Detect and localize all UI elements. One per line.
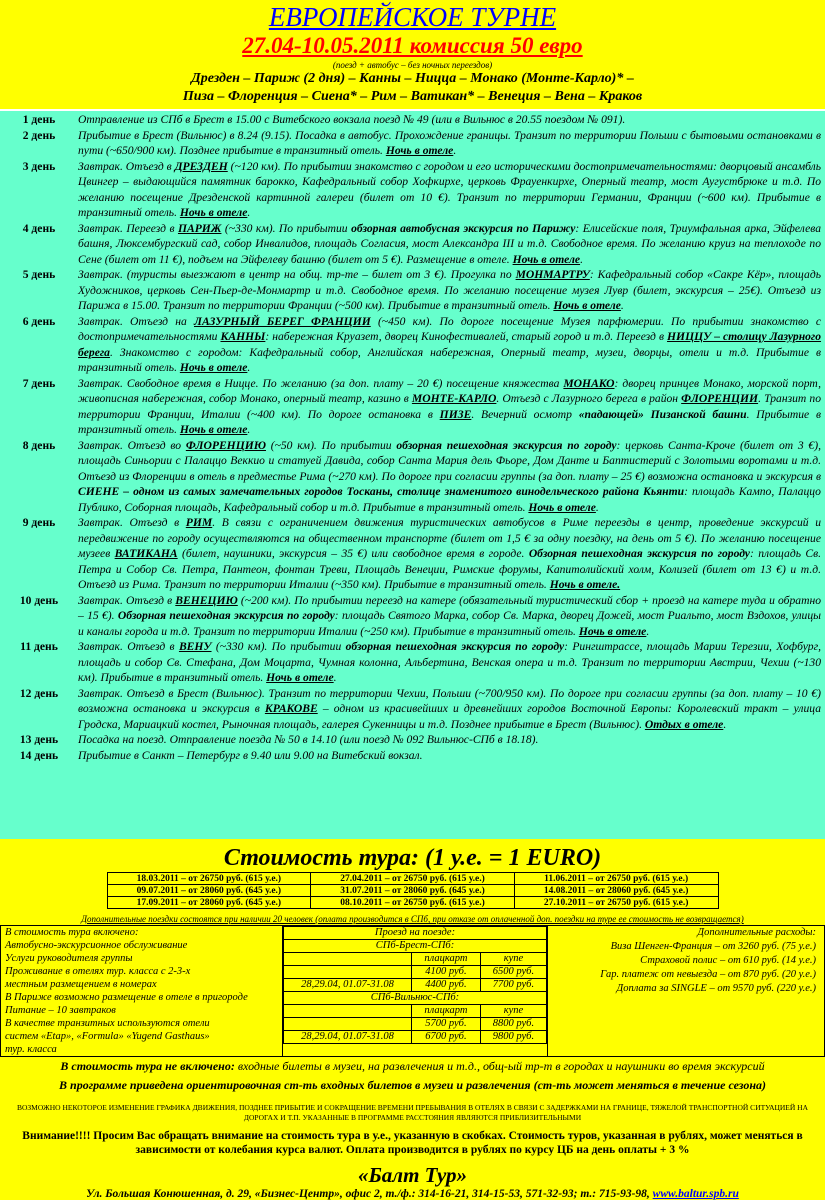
- day-text: [74, 112, 821, 128]
- day-label: 13 день: [19, 733, 59, 746]
- day-row: [4, 376, 821, 438]
- included-item: В стоимость тура включено:: [5, 927, 139, 938]
- not-included: [0, 1059, 825, 1074]
- attention-note: Внимание!!!! Просим Вас обращать внимание на стоимость тура в у.е., указанную в скобках. Стоимость туров, указанная в рублях, может меняться в зависимости от колебания курса валют. Оплата производится в рублях по курсу ЦБ на день оплаты + 3 %: [22, 1130, 803, 1156]
- day-text: [74, 128, 821, 159]
- text-segment: Посадка на поезд. Отправление поезда № 50 в 14.10 (или поезд № 092 Вильнюс-СПб в 18.18).: [78, 733, 539, 746]
- day-text: [74, 639, 821, 686]
- day-text: [74, 376, 821, 438]
- day-label: 8 день: [22, 438, 56, 452]
- day-text: [74, 314, 821, 376]
- company-address: [0, 1188, 825, 1200]
- day-row: [4, 128, 821, 159]
- cost-title: Стоимость тура: (1 у.е. = 1 EURO): [223, 845, 602, 871]
- warning-note: ВОЗМОЖНО НЕКОТОРОЕ ИЗМЕНЕНИЕ ГРАФИКА ДВИЖЕНИЯ, ПОЗДНЕЕ ПРИБЫТИЕ И СОКРАЩЕНИЕ ВРЕМЕНИ ПРЕБЫВАНИЯ В ОТЕЛЯХ В СВЯЗИ С ЗАДЕРЖКАМИ НА ГРАНИЦЕ, ТЯЖЕЛОЙ ТРАНСПОРТНОЙ СИТУАЦИЕЙ НА ДОРОГАХ И Т.П. УКАЗАННЫЕ В ПРОГРАММЕ РАССТОЯНИЯ ЯВЛЯЮТСЯ ПРИБЛИЗИТЕЛЬНЫМИ: [16, 1103, 809, 1122]
- empty-cell: [284, 1005, 412, 1018]
- text-segment: (билет, наушники, экскурсия – 35 €) или свободное время в городе.: [177, 547, 529, 560]
- text-segment: Завтрак. Свободное время в Ницце. По желанию (за доп. плату – 20 €) посещение княжества: [78, 376, 564, 390]
- text-segment: (~120 км). По прибытии знакомство с городом и его историческими достопримечательностями: дворцовый ансамбль Цвингер – выдающийся памятник барокко, Кафедральный собор Хофкирхе, церковь Фрауенкирхе, Оперный театр, мост Аугустбрюке и т.д. По желанию посещение Дрезденской картинной галереи (билет от 10 €). Транзит по территории Германии, Франции (~600 км). Прибытие в транзитный отель.: [78, 159, 821, 219]
- fare-cell: 6700 руб.: [412, 1031, 481, 1044]
- highlight-text: Ночь в отеле: [179, 423, 248, 436]
- day-row: [4, 732, 821, 748]
- day-row: [4, 438, 821, 516]
- highlight-text: Ночь в отеле: [528, 500, 596, 514]
- price-cell: 09.07.2011 – от 28060 руб. (645 у.е.): [107, 885, 311, 897]
- additional-costs: [548, 926, 825, 1057]
- highlight-text: Ночь в отеле: [266, 671, 334, 684]
- day-label: 1 день: [22, 113, 56, 126]
- highlight-text: КРАКОВЕ: [264, 702, 318, 715]
- day-label: 10 день: [19, 593, 59, 607]
- price-table: [107, 872, 719, 909]
- route-name: СПб-Брест-СПб:: [284, 940, 547, 953]
- day-text: [74, 221, 821, 268]
- day-label: 9 день: [22, 516, 56, 529]
- day-row: [4, 748, 821, 764]
- highlight-text: ВЕНЕЦИЮ: [175, 593, 238, 607]
- day-row: [4, 267, 821, 314]
- class-header: купе: [480, 953, 546, 966]
- day-row: [4, 112, 821, 128]
- text-segment: : Елисейские поля, Триумфальная арка, Эйфелева башня, Люксембургский сад, собор Инвалидов, площадь Согласия, мост Александра III и т.д. Свободное время. По желанию круиз на теплоходе по Сене (билет от 11 €), подъем на Эйфелеву башню (билет от 5 €). Размещение в отеле.: [78, 221, 821, 266]
- fare-cell: 9800 руб.: [480, 1031, 546, 1044]
- not-included-label: В стоимость тура не включено:: [60, 1059, 235, 1073]
- train-header-row: [284, 927, 547, 940]
- text-segment: . В связи с ограничением движения туристических автобусов в Риме переезды в центр, проведение экскурсий и передвижение по городу осуществляются на общественном транспорте (билет от 1,5 € за одну поездку, на день от 5 €). По желанию посещение музеев: [78, 516, 821, 560]
- fare-cell: 6500 руб.: [480, 966, 546, 979]
- day-row: [4, 515, 821, 593]
- transport-note: (поезд + автобус – без ночных переездов): [332, 60, 493, 70]
- route-row: [284, 992, 547, 1005]
- text-segment: . Прибытие в транзитный отель.: [78, 407, 821, 436]
- text-segment: Отправление из СПб в Брест в 15.00 с Витебского вокзала поезд № 49 (или в Вильнюс в 20.55 поездом № 091).: [78, 113, 626, 126]
- included-item: местным размещением в номерах: [5, 979, 157, 990]
- included-item: Услуги руководителя группы: [5, 953, 133, 964]
- text-segment: (~330 км). По прибытии: [211, 640, 346, 653]
- day-label: 6 день: [22, 314, 56, 328]
- highlight-text: обзорная пешеходная экскурсия по городу: [345, 640, 565, 653]
- highlight-text: ДРЕЗДЕН: [174, 159, 228, 173]
- text-segment: .: [247, 206, 251, 219]
- text-segment: . Отъезд с Лазурного берега в район: [496, 392, 682, 405]
- text-segment: : церковь Санта-Кроче (билет от 3 €), площадь Синьории с Палаццо Веккио и статуей Давида, собор Санта Мария дель Фьоре, Дом Данте и Баптистерий с Золотыми воротами и т.д. Отъезд из Флоренции в отель в предместье Рима (~270 км). По дороге при согласии группы (за доп. плату – 25 €) возможна остановка и экскурсия в: [78, 438, 821, 483]
- included-item: Автобусно-экскурсионное обслуживание: [5, 940, 188, 951]
- highlight-text: ЛАЗУРНЫЙ БЕРЕГ ФРАНЦИИ: [194, 314, 371, 328]
- price-cell: 11.06.2011 – от 26750 руб. (615 у.е.): [514, 873, 718, 885]
- price-row: [107, 873, 718, 885]
- fare-cell: 8800 руб.: [480, 1018, 546, 1031]
- text-segment: .: [333, 671, 337, 684]
- route-line-2: Пиза – Флоренция – Сиена* – Рим – Ватикан* – Венеция – Вена – Краков: [182, 89, 643, 104]
- highlight-text: НИЦЦУ – столицу Лазурного берега: [78, 330, 822, 359]
- additional-item: Дополнительные расходы:: [697, 927, 816, 938]
- text-segment: .: [620, 299, 624, 312]
- highlight-text: Ночь в отеле: [578, 624, 647, 638]
- price-cell: 27.10.2011 – от 26750 руб. (615 у.е.): [514, 897, 718, 909]
- included-item: систем «Etap», «Formula» «Yugend Gasthaus»: [5, 1031, 210, 1042]
- day-row: [4, 686, 821, 733]
- text-segment: (~450 км). По дороге посещение Музея парфюмерии. По прибытии знакомство с достопримечательностями: [78, 314, 822, 343]
- train-table-cell: [283, 926, 548, 1057]
- included-item: В качестве транзитных используются отели: [5, 1018, 210, 1029]
- details-table: [0, 925, 825, 1057]
- included-item: тур. класса: [5, 1044, 57, 1055]
- highlight-text: Ночь в отеле.: [549, 578, 621, 591]
- text-segment: Завтрак. Переезд в: [78, 221, 178, 235]
- route-row: [284, 940, 547, 953]
- text-segment: Прибытие в Санкт – Петербург в 9.40 или 9.00 на Витебский вокзал.: [78, 748, 423, 762]
- text-segment: .: [247, 423, 251, 436]
- text-segment: Завтрак. Отъезд в: [78, 640, 179, 653]
- fare-cell: 4100 руб.: [412, 966, 481, 979]
- fare-cell: 4400 руб.: [412, 979, 481, 992]
- not-included-text: входные билеты в музеи, на развлечения и т.д., общ-ый тр-т в городах и наушники во время экскурсий: [234, 1059, 765, 1073]
- day-label: 12 день: [19, 686, 59, 700]
- text-segment: Прибытие в Брест (Вильнюс) в 8.24 (9.15). Посадка в автобус. Прохождение границы. Транзит по территории Польши с бытовыми остановками в пути (~650/900 км). Позднее прибытие в транзитный отель.: [78, 128, 821, 157]
- day-text: [74, 515, 821, 593]
- text-segment: . Транзит по территории Франции, Италии (~400 км). По дороге остановка в: [78, 392, 821, 421]
- highlight-text: ВЕНУ: [178, 640, 212, 653]
- highlight-text: Ночь в отеле: [385, 144, 454, 157]
- text-segment: .: [723, 717, 727, 731]
- class-header: плацкарт: [412, 953, 481, 966]
- highlight-text: Отдых в отеле: [644, 717, 724, 731]
- company-name: «Балт Тур»: [357, 1163, 468, 1187]
- text-segment: : Рингштрассе, площадь Марии Терезии, Хофбург, площадь и собор Св. Стефана, Дом Моцарта, Чумная колонна, Альбертина, Венская опера и т.д. Транзит по территории Австрии, Чехии (~130 км). Прибытие в транзитный отель.: [78, 640, 822, 684]
- price-cell: 18.03.2011 – от 26750 руб. (615 у.е.): [107, 873, 311, 885]
- day-row: [4, 159, 821, 221]
- price-cell: 31.07.2011 – от 28060 руб. (645 у.е.): [311, 885, 515, 897]
- text-segment: (~330 км). По прибытии: [221, 221, 352, 235]
- text-segment: : площадь Кампо, Палаццо Публико, Соборная площадь, Кафедральный собор и т.д. Прибытие в транзитный отель.: [78, 485, 821, 514]
- price-cell: 27.04.2011 – от 26750 руб. (615 у.е.): [311, 873, 515, 885]
- text-segment: : Кафедральный собор «Сакре Кёр», площадь Художников, церковь Сен-Пьер-де-Монмартр и т.д. Свободное время. По желанию посещение музея Лувр (билет, экскурсия – 25€). Отъезд из Парижа в 15.00. Транзит по территории Франции (~500 км). Прибытие в транзитный отель.: [78, 268, 821, 312]
- highlight-text: Ночь в отеле: [179, 361, 248, 374]
- day-label: 2 день: [22, 128, 56, 142]
- day-label: 4 день: [22, 221, 56, 235]
- text-segment: Завтрак. Отъезд в: [78, 159, 175, 173]
- text-segment: .: [453, 144, 457, 157]
- class-header: купе: [480, 1005, 546, 1018]
- highlight-text: МОНТЕ-КАРЛО: [411, 392, 497, 405]
- text-segment: : дворец принцев Монако, морской порт, живописная набережная, собор Монако, оперный театр, казино в: [78, 376, 821, 405]
- additional-item: Доплата за SINGLE – от 9570 руб. (220 у.е.): [616, 983, 816, 994]
- text-segment: Завтрак. Отъезд во: [78, 438, 186, 452]
- text-segment: .: [580, 252, 583, 266]
- price-cell: 14.08.2011 – от 28060 руб. (645 у.е.): [514, 885, 718, 897]
- price-row: [107, 885, 718, 897]
- text-segment: .: [595, 500, 599, 514]
- page-title: ЕВРОПЕЙСКОЕ ТУРНЕ: [268, 2, 557, 32]
- day-label: 5 день: [22, 268, 56, 281]
- highlight-text: Обзорная пешеходная экскурсия по городу: [117, 609, 335, 622]
- additional-item: Виза Шенген-Франция – от 3260 руб. (75 у.е.): [610, 941, 816, 952]
- highlight-text: КАННЫ: [220, 330, 266, 343]
- text-segment: – одном из красивейших и древнейших городов Восточной Европы: Королевский тракт – улица Гродска, Мариацкий костел, Рыночная площадь, галерея Сукенницы и т.д. Позднее прибытие в Брест (Вильнюс).: [78, 702, 821, 731]
- day-text: [74, 732, 821, 748]
- highlight-text: «падающей» Пизанской башни: [578, 407, 747, 421]
- day-text: [74, 686, 821, 733]
- highlight-text: обзорная автобусная экскурсия по Парижу: [351, 221, 576, 235]
- fare-row: [284, 1018, 547, 1031]
- highlight-text: МОНМАРТРУ: [515, 268, 590, 281]
- price-row: [107, 897, 718, 909]
- fare-cell: [284, 966, 412, 979]
- fare-cell: 28,29.04, 01.07-31.08: [284, 1031, 412, 1044]
- tour-dates: 27.04-10.05.2011 комиссия 50 евро: [242, 33, 583, 58]
- day-label: 7 день: [22, 376, 56, 390]
- text-segment: Завтрак. (туристы выезжают в центр на общ. тр-те – билет от 3 €). Прогулка по: [78, 268, 516, 281]
- day-text: [74, 748, 821, 764]
- price-cell: 17.09.2011 – от 28060 руб. (645 у.е.): [107, 897, 311, 909]
- highlight-text: ПАРИЖ: [177, 221, 222, 235]
- day-label: 14 день: [19, 748, 59, 762]
- fare-cell: 7700 руб.: [480, 979, 546, 992]
- text-segment: .: [247, 361, 251, 374]
- extra-trips-note: Дополнительные поездки состоятся при наличии 20 человек (оплата производится в СПб, при отказе от оплаченной доп. поездки на туре ее стоимость не возвращается): [81, 914, 744, 924]
- included-list: [1, 926, 283, 1057]
- text-segment: Завтрак. Отъезд в: [78, 516, 186, 529]
- highlight-text: МОНАКО: [563, 376, 615, 390]
- highlight-text: ВАТИКАНА: [114, 547, 178, 560]
- day-row: [4, 639, 821, 686]
- class-header: плацкарт: [412, 1005, 481, 1018]
- day-text: [74, 593, 821, 640]
- day-text: [74, 267, 821, 314]
- itinerary: [0, 109, 825, 839]
- day-text: [74, 159, 821, 221]
- fare-row: [284, 979, 547, 992]
- fare-cell: 5700 руб.: [412, 1018, 481, 1031]
- price-cell: 08.10.2011 – от 26750 руб. (615 у.е.): [311, 897, 515, 909]
- included-item: В Париже возможно размещение в отеле в пригороде: [5, 992, 248, 1003]
- day-row: [4, 221, 821, 268]
- additional-item: Страховой полис – от 610 руб. (14 у.е.): [640, 955, 816, 966]
- day-row: [4, 314, 821, 376]
- fare-row: [284, 1031, 547, 1044]
- fare-cell: 28,29.04, 01.07-31.08: [284, 979, 412, 992]
- highlight-text: СИЕНЕ – одном из самых замечательных городов Тосканы, столице знаменитого винодельческого района Кьянти: [78, 485, 685, 498]
- train-title: Проезд на поезде:: [284, 927, 547, 940]
- text-segment: Завтрак. Отъезд в Брест (Вильнюс). Транзит по территории Чехии, Польши (~700/950 км). По дороге при согласии группы (за доп. плату – 10 €) возможна остановка и экскурсия в: [78, 686, 821, 715]
- footer: [0, 1059, 825, 1200]
- class-row: [284, 953, 547, 966]
- text-segment: (~50 км). По прибытии: [265, 438, 397, 452]
- day-label: 11 день: [20, 640, 58, 653]
- text-segment: . Вечерний осмотр: [471, 407, 579, 421]
- included-item: Питание – 10 завтраков: [5, 1005, 116, 1016]
- highlight-text: ПИЗЕ: [439, 407, 472, 421]
- highlight-text: Ночь в отеле: [553, 299, 621, 312]
- highlight-text: ФЛОРЕНЦИЮ: [185, 438, 266, 452]
- text-segment: Завтрак. Отъезд на: [78, 314, 194, 328]
- text-segment: Завтрак. Отъезд в: [78, 593, 176, 607]
- day-text: [74, 438, 821, 516]
- highlight-text: ФЛОРЕНЦИИ: [681, 392, 759, 405]
- additional-item: Гар. платеж от невыезда – от 870 руб. (20 у.е.): [600, 969, 816, 980]
- day-label: 3 день: [22, 159, 56, 173]
- text-segment: . Знакомство с городом: Кафедральный собор, Английская набережная, Оперный театр, музеи, дворцы, отели и т.д. Прибытие в транзитный отель.: [78, 345, 821, 374]
- text-segment: : набережная Кpуазет, дворец Кинофестивалей, старый город и т.д. Переезд в: [265, 330, 668, 343]
- text-segment: : площадь Св. Петра и Собор Св. Петра, Пантеон, фонтан Треви, Площадь Венеции, Римские форумы, Капитолийский холм, Колизей (билет от 13 €) и т.д. Отъезд из Рима. Транзит по территории Италии (~350 км). Прибытие в транзитный отель.: [78, 547, 822, 591]
- day-row: [4, 593, 821, 640]
- highlight-text: Ночь в отеле: [512, 252, 581, 266]
- text-segment: : площадь Святого Марка, собор Св. Марка, дворец Дожей, мост Риальто, мост Вздохов, улицы и каналы города и т.д. Транзит по территории Италии (~250 км). Прибытие в транзитный отель.: [78, 609, 821, 638]
- route-line-1: Дрезден – Париж (2 дня) – Канны – Ницца – Монако (Монте-Карло)* –: [191, 71, 634, 86]
- highlight-text: РИМ: [185, 516, 213, 529]
- highlight-text: Ночь в отеле: [179, 206, 248, 219]
- website-link[interactable]: www.baltur.spb.ru: [652, 1188, 739, 1200]
- address-text: Ул. Большая Конюшенная, д. 29, «Бизнес-Центр», офис 2, т./ф.: 314-16-21, 314-15-53, 571-32-93; т.: 715-93-98,: [86, 1188, 653, 1200]
- fare-cell: [284, 1018, 412, 1031]
- train-table: [283, 926, 547, 1044]
- highlight-text: Обзорная пешеходная экскурсия по городу: [528, 547, 750, 560]
- text-segment: (~200 км). По прибытии переезд на катере (обязательный туристический сбор + проезд на катере туда и обратно – 15 €).: [78, 593, 822, 622]
- text-segment: .: [646, 624, 650, 638]
- fare-row: [284, 966, 547, 979]
- empty-cell: [284, 953, 412, 966]
- header: [0, 0, 825, 106]
- class-row: [284, 1005, 547, 1018]
- approx-note: В программе приведена ориентировочная ст-ть входных билетов в музеи и развлечения (ст-ть может меняться в течение сезона): [59, 1078, 766, 1092]
- included-item: Проживание в отелях тур. класса с 2-3-х: [5, 966, 191, 977]
- route-name: СПб-Вильнюс-СПб:: [284, 992, 547, 1005]
- highlight-text: обзорная пешеходная экскурсия по городу: [396, 438, 617, 452]
